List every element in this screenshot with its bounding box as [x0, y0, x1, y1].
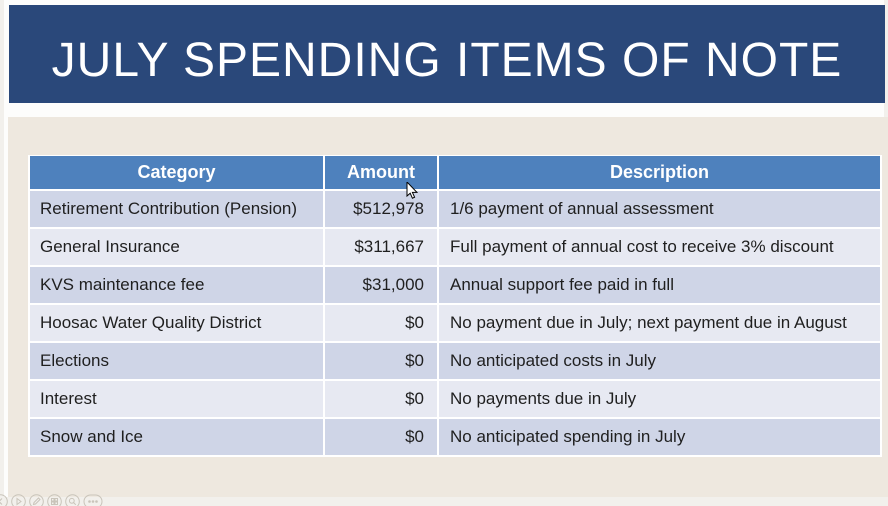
description-cell: Full payment of annual cost to receive 3% discount	[438, 228, 881, 266]
amount-cell: $512,978	[324, 190, 438, 228]
category-cell: Hoosac Water Quality District	[29, 304, 324, 342]
description-cell: Annual support fee paid in full	[438, 266, 881, 304]
description-cell: No payment due in July; next payment due in August	[438, 304, 881, 342]
category-cell: KVS maintenance fee	[29, 266, 324, 304]
category-cell: Retirement Contribution (Pension)	[29, 190, 324, 228]
amount-cell: $0	[324, 418, 438, 456]
next-slide-icon[interactable]	[11, 494, 26, 506]
pen-icon[interactable]	[29, 494, 44, 506]
category-cell: Snow and Ice	[29, 418, 324, 456]
slide	[4, 0, 884, 497]
description-cell: No anticipated costs in July	[438, 342, 881, 380]
previous-slide-icon[interactable]	[0, 494, 8, 506]
table-row	[29, 266, 881, 304]
table-row	[29, 418, 881, 456]
presentation-controls	[0, 493, 103, 506]
category-cell: General Insurance	[29, 228, 324, 266]
category-cell: Elections	[29, 342, 324, 380]
amount-cell: $31,000	[324, 266, 438, 304]
column-header-description: Description	[438, 156, 881, 190]
table-row	[29, 228, 881, 266]
amount-cell: $0	[324, 304, 438, 342]
slide-title-band	[9, 5, 885, 103]
description-cell: 1/6 payment of annual assessment	[438, 190, 881, 228]
description-cell: No anticipated spending in July	[438, 418, 881, 456]
description-cell: No payments due in July	[438, 380, 881, 418]
see-all-slides-icon[interactable]	[47, 494, 62, 506]
table-header-row	[29, 156, 881, 190]
zoom-slide-icon[interactable]	[65, 494, 80, 506]
amount-cell: $0	[324, 380, 438, 418]
slide-title: JULY SPENDING ITEMS OF NOTE	[51, 33, 843, 87]
table-row	[29, 342, 881, 380]
column-header-category: Category	[29, 156, 324, 190]
spending-table	[28, 155, 882, 457]
table-row	[29, 380, 881, 418]
table-row	[29, 190, 881, 228]
table-row	[29, 304, 881, 342]
amount-cell: $311,667	[324, 228, 438, 266]
amount-cell: $0	[324, 342, 438, 380]
column-header-amount: Amount	[324, 156, 438, 190]
more-options-icon[interactable]	[83, 494, 103, 506]
category-cell: Interest	[29, 380, 324, 418]
